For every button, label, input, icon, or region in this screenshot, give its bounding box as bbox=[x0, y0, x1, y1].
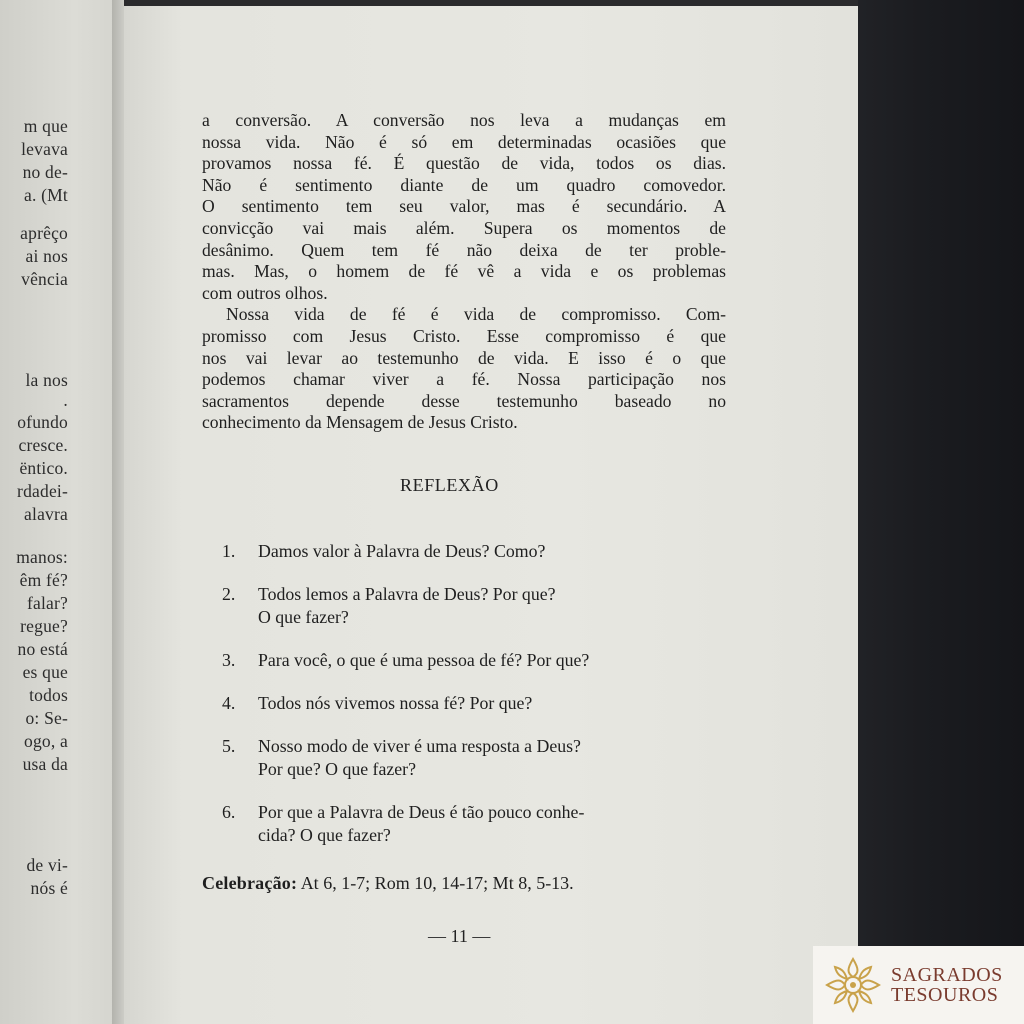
left-page-text-fragment: ofundo bbox=[17, 412, 68, 432]
left-page-text-fragment: de vi- bbox=[26, 855, 68, 875]
left-page-text-fragment: ëntico. bbox=[19, 458, 68, 478]
left-page-text-fragment: ogo, a bbox=[24, 731, 68, 751]
question-text-line: Todos nós vivemos nossa fé? Por que? bbox=[258, 693, 533, 713]
text-line: desânimo. Quem tem fé não deixa de ter proble- bbox=[202, 239, 726, 260]
left-page-text-fragment: o: Se- bbox=[25, 708, 68, 728]
left-page-text-fragment: aprêço bbox=[20, 223, 68, 243]
text-line: Não é sentimento diante de um quadro comovedor. bbox=[202, 174, 726, 195]
watermark-line-2: TESOUROS bbox=[891, 984, 999, 1006]
text-line: nos vai levar ao testemunho de vida. E isso é o que bbox=[202, 347, 726, 368]
left-page-text-fragment: nós é bbox=[30, 878, 68, 898]
left-page-text-fragment: es que bbox=[22, 662, 68, 682]
text-line: com outros olhos. bbox=[202, 282, 328, 303]
question-text-line: O que fazer? bbox=[258, 607, 349, 627]
page-number: — 11 — bbox=[428, 926, 491, 946]
text-line: Nossa vida de fé é vida de compromisso. Com- bbox=[226, 304, 726, 325]
left-page-text-fragment: no está bbox=[17, 639, 68, 659]
question-text-line: Damos valor à Palavra de Deus? Como? bbox=[258, 541, 546, 561]
text-line: podemos chamar viver a fé. Nossa participação nos bbox=[202, 369, 726, 390]
question-text-line: Por que a Palavra de Deus é tão pouco conhe- bbox=[258, 802, 585, 822]
text-line: nossa vida. Não é só em determinadas ocasiões que bbox=[202, 131, 726, 152]
section-heading: REFLEXÃO bbox=[400, 475, 499, 495]
question-number: 5. bbox=[222, 736, 236, 756]
watermark-text bbox=[891, 965, 1003, 1005]
left-page-text-fragment: manos: bbox=[16, 547, 68, 567]
watermark bbox=[813, 946, 1024, 1024]
question-text-line: Por que? O que fazer? bbox=[258, 759, 416, 779]
left-page-text-fragment: usa da bbox=[22, 754, 68, 774]
question-number: 2. bbox=[222, 584, 236, 604]
text-line: provamos nossa fé. É questão de vida, todos os dias. bbox=[202, 153, 726, 174]
question-text-line: Nosso modo de viver é uma resposta a Deus? bbox=[258, 736, 581, 756]
left-page-text-fragment: levava bbox=[21, 139, 68, 159]
left-page-text-fragment: a. (Mt bbox=[24, 185, 68, 205]
left-page-text-fragment: regue? bbox=[20, 616, 68, 636]
question-text-line: Para você, o que é uma pessoa de fé? Por que? bbox=[258, 650, 590, 670]
body-text bbox=[202, 110, 726, 434]
text-line: sacramentos depende desse testemunho baseado no bbox=[202, 390, 726, 411]
reflection-questions bbox=[222, 540, 742, 867]
question-item bbox=[222, 649, 742, 672]
left-page-text-fragment: la nos bbox=[25, 370, 68, 390]
left-page-text-fragment: no de- bbox=[22, 162, 68, 182]
text-line: convicção vai mais além. Supera os momentos de bbox=[202, 217, 726, 238]
celebration-label: Celebração: bbox=[202, 873, 298, 893]
text-line: conhecimento da Mensagem de Jesus Cristo. bbox=[202, 412, 518, 433]
left-page-text-fragment: alavra bbox=[24, 504, 68, 524]
text-line: promisso com Jesus Cristo. Esse compromisso é que bbox=[202, 325, 726, 346]
question-item bbox=[222, 735, 742, 781]
question-item bbox=[222, 692, 742, 715]
celebration-line bbox=[202, 873, 574, 894]
paragraph-2 bbox=[202, 304, 726, 434]
question-number: 6. bbox=[222, 802, 236, 822]
left-page-text-fragment: . bbox=[63, 390, 68, 410]
left-page-text-fragment: ai nos bbox=[25, 246, 68, 266]
question-item bbox=[222, 801, 742, 847]
question-text-line: cida? O que fazer? bbox=[258, 825, 391, 845]
dark-backdrop bbox=[850, 0, 1024, 1024]
text-line: mas. Mas, o homem de fé vê a vida e os problemas bbox=[202, 261, 726, 282]
left-page-text-fragment: m que bbox=[23, 116, 68, 136]
question-text-line: Todos lemos a Palavra de Deus? Por que? bbox=[258, 584, 556, 604]
left-page-text-fragment: vência bbox=[21, 269, 68, 289]
left-page-text-fragment: falar? bbox=[26, 593, 68, 613]
question-number: 4. bbox=[222, 693, 236, 713]
question-number: 1. bbox=[222, 541, 236, 561]
question-item bbox=[222, 583, 742, 629]
ornament-icon bbox=[823, 955, 883, 1015]
question-number: 3. bbox=[222, 650, 236, 670]
paragraph-1 bbox=[202, 110, 726, 304]
watermark-line-1: SAGRADOS bbox=[891, 964, 1003, 986]
celebration-refs: At 6, 1-7; Rom 10, 14-17; Mt 8, 5-13. bbox=[300, 873, 574, 893]
left-page-text-fragment: todos bbox=[29, 685, 68, 705]
left-page-text-fragment: rdadei- bbox=[17, 481, 68, 501]
left-page-text-fragment: cresce. bbox=[18, 435, 68, 455]
left-page bbox=[0, 0, 124, 1024]
text-line: a conversão. A conversão nos leva a mudanças em bbox=[202, 110, 726, 130]
left-page-text-fragment: êm fé? bbox=[19, 570, 68, 590]
question-item bbox=[222, 540, 742, 563]
text-line: O sentimento tem seu valor, mas é secundário. A bbox=[202, 196, 726, 217]
